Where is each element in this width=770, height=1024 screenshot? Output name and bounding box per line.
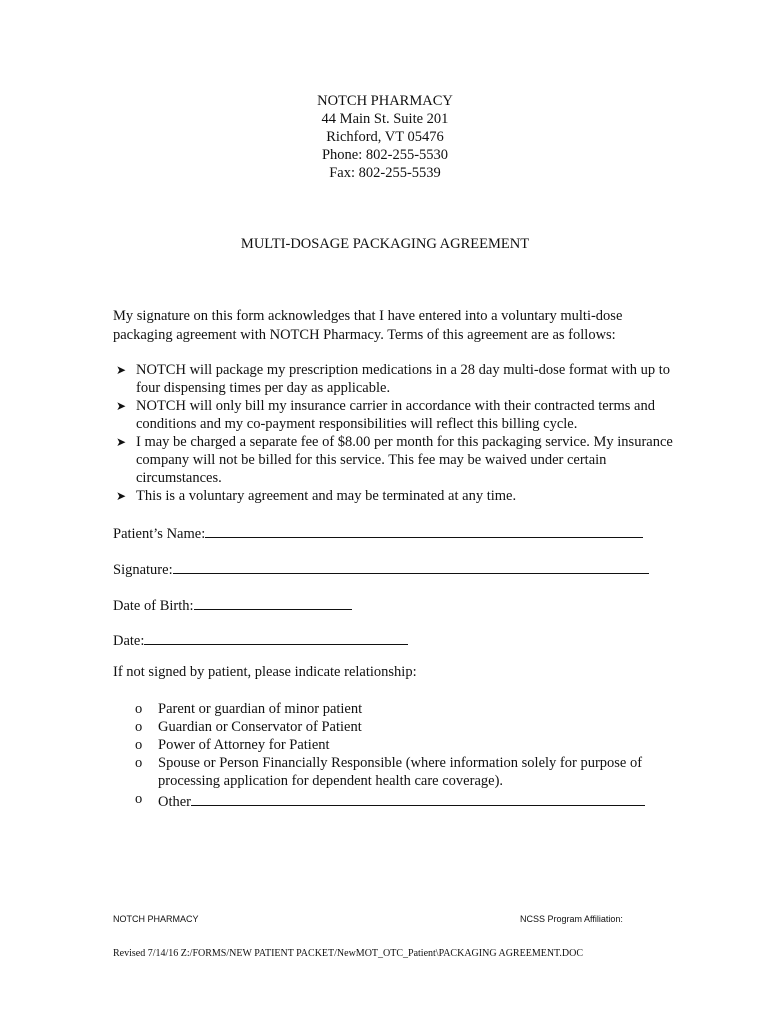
circle-bullet-icon: o — [135, 737, 143, 753]
term-item — [116, 397, 676, 433]
relationship-options — [135, 700, 675, 811]
term-text: This is a voluntary agreement and may be terminated at any time. — [136, 488, 517, 504]
intro-paragraph: My signature on this form acknowledges that I have entered into a voluntary multi-dose packaging agreement with NOTCH Pharmacy. Terms of this agreement are as follows: — [113, 308, 623, 343]
relationship-option-label: Parent or guardian of minor patient — [158, 701, 363, 717]
circle-bullet-icon: o — [135, 719, 143, 735]
patient-name-field — [113, 522, 643, 543]
revision-note: Revised 7/14/16 Z:/FORMS/NEW PATIENT PACKET/NewMOT_OTC_Patient\PACKAGING AGREEMENT.DOC — [113, 948, 584, 959]
pharmacy-address-line-2: Richford, VT 05476 — [326, 129, 444, 145]
pharmacy-phone: Phone: 802-255-5530 — [321, 147, 449, 163]
term-item — [116, 487, 676, 505]
date-label: Date: — [113, 633, 145, 649]
terms-list — [116, 361, 676, 505]
relationship-option-label: Power of Attorney for Patient — [158, 737, 330, 753]
term-item — [116, 361, 676, 397]
relationship-option[interactable] — [135, 718, 675, 736]
relationship-option-label: Spouse or Person Financially Responsible (where information solely for purpose of processing application for dependent health care coverage). — [158, 755, 643, 789]
relationship-option[interactable] — [135, 754, 675, 790]
date-of-birth-label: Date of Birth: — [113, 598, 194, 614]
date-input-line[interactable] — [144, 629, 408, 645]
arrow-bullet-icon: ➤ — [116, 363, 127, 377]
footer-pharmacy-name: NOTCH PHARMACY — [113, 914, 199, 924]
date-of-birth-field — [113, 594, 352, 615]
arrow-bullet-icon: ➤ — [116, 399, 127, 413]
date-of-birth-input-line[interactable] — [194, 594, 352, 610]
pharmacy-header — [0, 92, 770, 182]
document-title: MULTI-DOSAGE PACKAGING AGREEMENT — [240, 236, 530, 252]
relationship-option[interactable] — [135, 700, 675, 718]
arrow-bullet-icon: ➤ — [116, 489, 127, 503]
circle-bullet-icon: o — [135, 701, 143, 717]
relationship-option-label: Other — [158, 794, 192, 810]
relationship-option[interactable] — [135, 736, 675, 754]
circle-bullet-icon: o — [135, 755, 143, 771]
pharmacy-fax: Fax: 802-255-5539 — [329, 165, 441, 181]
term-item — [116, 433, 676, 487]
signature-input-line[interactable] — [173, 558, 649, 574]
term-text: NOTCH will only bill my insurance carrier in accordance with their contracted terms and conditions and my co-payment responsibilities will reflect this billing cycle. — [136, 398, 655, 432]
footer-program-affiliation: NCSS Program Affiliation: — [520, 914, 623, 924]
pharmacy-address-line-1: 44 Main St. Suite 201 — [321, 111, 449, 127]
other-relationship-input-line[interactable] — [191, 790, 645, 806]
relationship-prompt: If not signed by patient, please indicate relationship: — [113, 664, 417, 680]
pharmacy-name: NOTCH PHARMACY — [317, 93, 453, 109]
signature-field — [113, 558, 649, 579]
arrow-bullet-icon: ➤ — [116, 435, 127, 449]
term-text: NOTCH will package my prescription medications in a 28 day multi-dose format with up to four dispensing times per day as applicable. — [136, 362, 670, 396]
term-text: I may be charged a separate fee of $8.00 per month for this packaging service. My insurance company will not be billed for this service. This fee may be waived under certain circumstances. — [136, 434, 673, 486]
patient-name-label: Patient’s Name: — [113, 526, 206, 542]
signature-label: Signature: — [113, 562, 173, 578]
relationship-option-label: Guardian or Conservator of Patient — [158, 719, 362, 735]
date-field — [113, 629, 408, 650]
patient-name-input-line[interactable] — [205, 522, 643, 538]
relationship-option-other[interactable] — [135, 790, 675, 811]
circle-bullet-icon: o — [135, 791, 143, 807]
